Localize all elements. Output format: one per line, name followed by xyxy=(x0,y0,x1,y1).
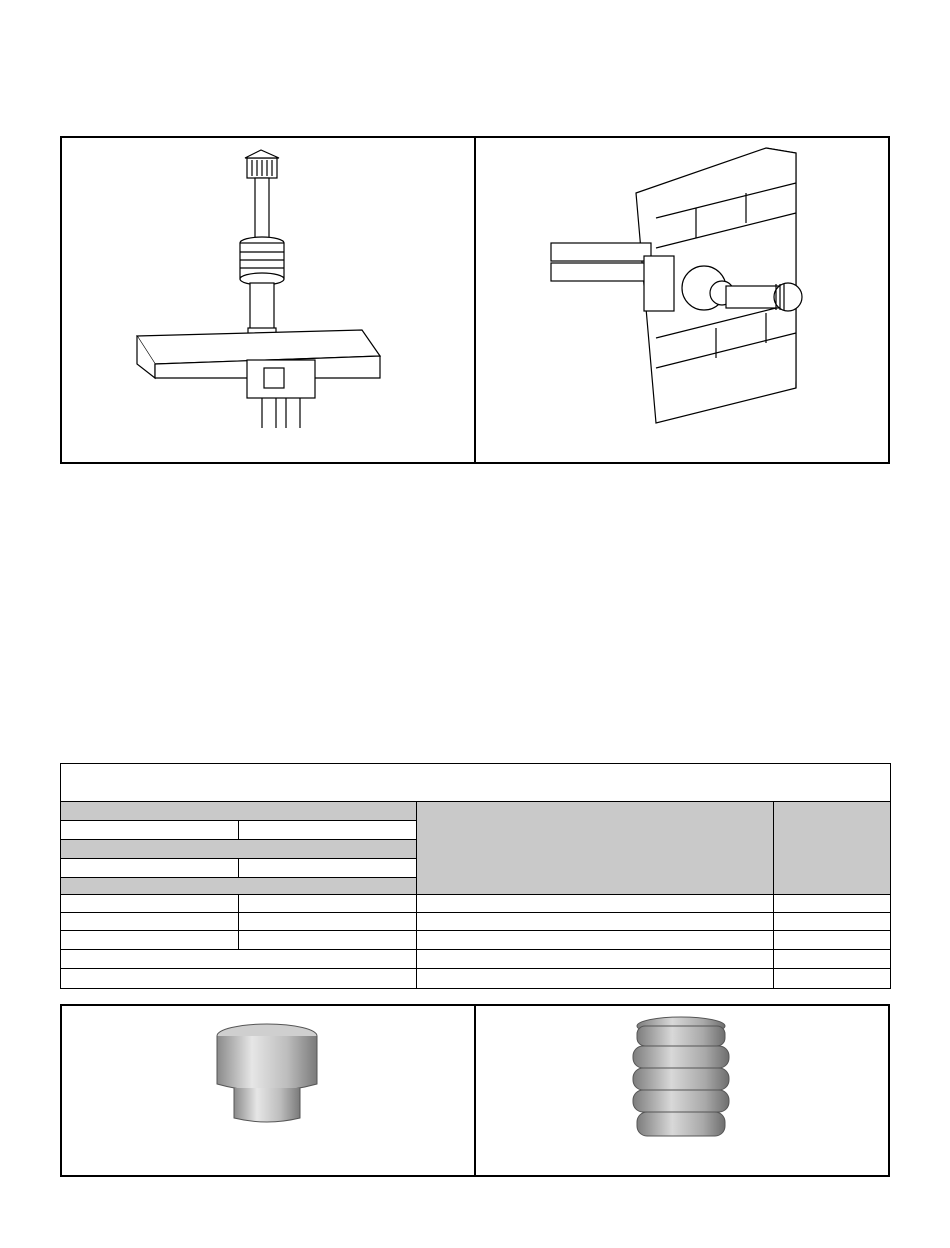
row-3-col-a xyxy=(61,931,239,950)
row-2-col-a xyxy=(61,913,239,931)
top-figure-row xyxy=(60,136,890,464)
row-3-description xyxy=(417,931,774,950)
louvered-cap-icon xyxy=(476,1006,889,1175)
header-description xyxy=(417,802,774,895)
row-3-part-no xyxy=(774,931,890,950)
row-2-part-no xyxy=(774,913,890,931)
louvered-cap-figure xyxy=(474,1006,888,1175)
header-sub-c xyxy=(61,859,239,878)
row-2-description xyxy=(417,913,774,931)
header-foot xyxy=(61,878,417,895)
row-5-part-no xyxy=(774,969,890,988)
row-5-col-a xyxy=(61,969,417,988)
round-cap-icon xyxy=(62,1006,475,1175)
header-group xyxy=(61,802,417,821)
horizontal-termination-figure xyxy=(474,138,888,462)
header-part-no xyxy=(774,802,890,895)
header-sub-a xyxy=(61,821,239,840)
spec-table xyxy=(60,763,891,989)
row-2-col-b xyxy=(239,913,417,931)
row-5-description xyxy=(417,969,774,988)
vertical-termination-figure xyxy=(62,138,474,462)
row-4-col-a xyxy=(61,950,417,969)
row-1-part-no xyxy=(774,895,890,913)
header-mid xyxy=(61,840,417,859)
row-4-part-no xyxy=(774,950,890,969)
header-sub-d xyxy=(239,859,417,878)
row-3-col-b xyxy=(239,931,417,950)
header-sub-b xyxy=(239,821,417,840)
wall-vent-termination-icon xyxy=(476,138,889,462)
vertical-vent-termination-icon xyxy=(62,138,475,462)
round-cap-figure xyxy=(62,1006,474,1175)
row-4-description xyxy=(417,950,774,969)
row-1-col-b xyxy=(239,895,417,913)
bottom-figure-row xyxy=(60,1004,890,1177)
row-1-col-a xyxy=(61,895,239,913)
table-caption xyxy=(61,764,890,802)
row-1-description xyxy=(417,895,774,913)
